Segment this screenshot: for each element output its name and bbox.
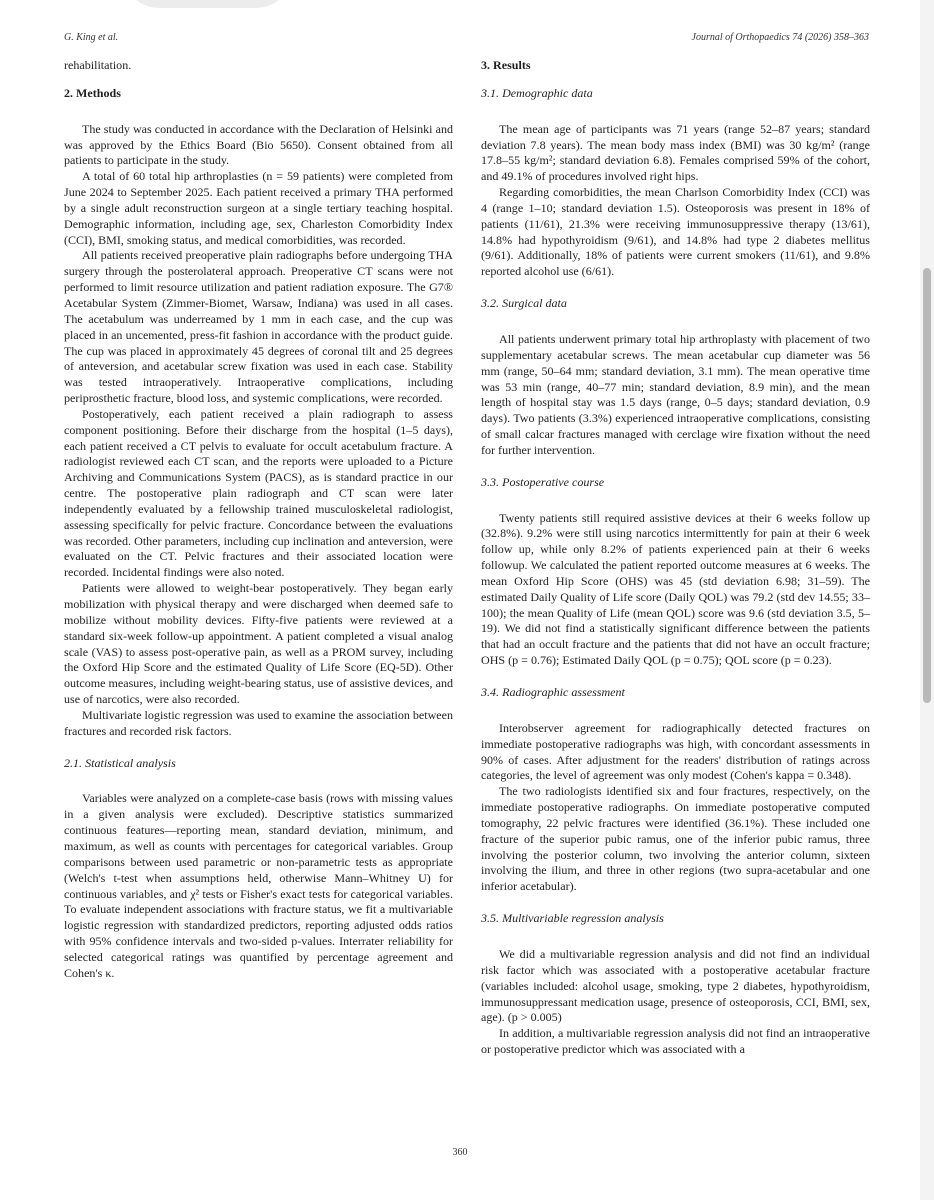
multivariable-heading: 3.5. Multivariable regression analysis: [481, 911, 664, 926]
carry-over-text: rehabilitation.: [64, 58, 132, 72]
results-heading: 3. Results: [481, 58, 531, 72]
radiographic-paragraph: Interobserver agreement for radiographically detected fractures on immediate postoperative radiographs was high, with concordant assessments in 90% of cases. After adjustment for the readers' distribution of ratings across categories, the level of agreement was only modest (Cohen's kappa = 0.348).: [481, 720, 870, 783]
methods-paragraph: The study was conducted in accordance with the Declaration of Helsinki and was approved by the Ethics Board (Bio 5650). Consent obtained from all patients to participate in the study.: [64, 121, 453, 168]
header-authors: G. King et al.: [64, 32, 119, 43]
scrollbar-track[interactable]: [920, 0, 934, 1200]
methods-paragraph: Patients were allowed to weight-bear postoperatively. They began early mobilization with physical therapy and were discharged when deemed safe to mobilize without mobility devices. Fifty-five patients were reviewed at a standard six-week follow-up appointment. A patient completed a visual analog scale (VAS) to assess post-operative pain, as well as a PROM survey, including the Oxford Hip Score and the estimated Quality of Life Score (EQ-5D). Other outcome measures, including weight-bearing status, use of assistive devices, and use of narcotics, were also recorded.: [64, 581, 453, 707]
page-number: 360: [452, 1147, 468, 1158]
demographic-heading: 3.1. Demographic data: [481, 85, 593, 100]
methods-paragraph: Multivariate logistic regression was used to examine the association between fractures and recorded risk factors.: [64, 707, 454, 738]
stats-heading: 2.1. Statistical analysis: [64, 755, 176, 770]
surgical-paragraph: All patients underwent primary total hip arthroplasty with placement of two supplementary acetabular screws. The mean acetabular cup diameter was 56 mm (range, 50–64 mm; standard deviation, 3.1 mm). The mean operative time was 53 min (range, 40–77 min; standard deviation, 8.9 min), and the mean length of hospital stay was 1.5 days (range, 0–5 days; standard deviation, 0.9 days). Two patients (3.3%) experienced intraoperative complications, consisting of small calcar fractures managed with cerclage wire fixation without the need for further intervention.: [481, 331, 870, 457]
multivariable-paragraph: We did a multivariable regression analysis and did not find an individual risk factor which was associated with a postoperative acetabular fracture (variables included: alcohol usage, smoking, type 2 diabetes, hypothyroidism, immunosuppressant medication usage, presence of osteoporosis, CCI, BMI, sex, age). (p > 0.005): [481, 946, 870, 1025]
radiographic-paragraph: The two radiologists identified six and four fractures, respectively, on the immediate postoperative radiographs. On immediate postoperative computed tomography, 22 pelvic fractures were identified (36.1%). These included one fracture of the superior pubic ramus, one of the inferior pubic ramus, three involving the posterior column, two involving the anterior column, sixteen involving the ilium, and three in other regions (two supra-acetabular and one inferior acetabular).: [481, 784, 870, 894]
scrollbar-thumb[interactable]: [923, 268, 931, 703]
demographic-paragraph: Regarding comorbidities, the mean Charlson Comorbidity Index (CCI) was 4 (range 1–10; standard deviation 1.5). Osteoporosis was present in 18% of patients (11/61), 21.3% were receiving immunosuppressive therapy (13/61), 14.8% had hypothyroidism (9/61), and 14.8% had type 2 diabetes mellitus (9/61). Additionally, 18% of patients were current smokers (11/61), and 9.8% reported alcohol use (6/61).: [481, 185, 870, 279]
right-column: [481, 58, 870, 1058]
stats-paragraph: Variables were analyzed on a complete-case basis (rows with missing values in a given analysis were excluded). Descriptive statistics summarized continuous features—reporting mean, standard deviation, minimum, and maximum, as well as counts with percentages for categorical variables. Group comparisons between used parametric or non-parametric tests as appropriate (Welch's t-test when assumptions held, otherwise Mann–Whitney U) for continuous variables, and χ² tests or Fisher's exact tests for categorical variables. To evaluate independent associations with fracture status, we fit a multivariable logistic regression with standardized predictors, reporting adjusted odds ratios with 95% confidence intervals and two-sided p-values. Interrater reliability for selected categorical ratings was quantified by percentage agreement and Cohen's κ.: [64, 791, 453, 980]
methods-paragraph: All patients received preoperative plain radiographs before undergoing THA surgery through the posterolateral approach. Preoperative CT scans were not performed to limit resource utilization and patient radiation exposure. The G7® Acetabular System (Zimmer-Biomet, Warsaw, Indiana) was used in all cases. The acetabulum was underreamed by 1 mm in each case, and the cup was placed in an uncemented, press-fit fashion in accordance with the product guide. The cup was placed in approximately 45 degrees of coronal tilt and 25 degrees of anteversion, and acetabular screw fixation was used in each case. Stability was tested intraoperatively. Intraoperative complications, including periprosthetic fracture, blood loss, and systemic complications, were recorded.: [64, 248, 453, 406]
demographic-paragraph: The mean age of participants was 71 years (range 52–87 years; standard deviation 7.8 years). The mean body mass index (BMI) was 30 kg/m² (range 17.8–55 kg/m²; standard deviation 6.8). Females comprised 59% of the cohort, and 49.1% of procedures involved right hips.: [481, 121, 870, 184]
header-journal: Journal of Orthopaedics 74 (2026) 358–363: [691, 32, 869, 43]
methods-paragraph: Postoperatively, each patient received a plain radiograph to assess component positioning. Before their discharge from the hospital (1–5 days), each patient received a CT pelvis to evaluate for occult acetabulum fracture. A radiologist reviewed each CT scan, and the reports were uploaded to a Picture Archiving and Communications System (PACS), as is standard practice in our centre. The postoperative plain radiograph and CT scan were later independently evaluated by a fellowship trained musculoskeletal radiologist, assessing specifically for pelvic fracture. Concordance between the evaluations was recorded. Other parameters, including cup inclination and anteversion, were evaluated on the CT. Pelvic fractures and their associated location were recorded. Incidental findings were also noted.: [64, 406, 453, 580]
methods-paragraph: A total of 60 total hip arthroplasties (n = 59 patients) were completed from June 2024 to September 2025. Each patient received a primary THA performed by a single adult reconstruction surgeon at a single tertiary teaching hospital. Demographic information, including age, sex, Charleston Comorbidity Index (CCI), BMI, smoking status, and medical comorbidities, was recorded.: [64, 169, 453, 247]
running-header: [64, 32, 869, 46]
surgical-heading: 3.2. Surgical data: [481, 296, 567, 311]
postop-paragraph: Twenty patients still required assistive devices at their 6 weeks follow up (32.8%). 9.2% were still using narcotics intermittently for pain at their 6 week follow up, while only 8.2% of patients experienced pain at their 6 weeks followup. We calculated the patient reported outcome measures at 6 weeks. The mean Oxford Hip Score (OHS) was 45 (std deviation 6.98; 31–59). The estimated Daily Quality of Life score (Daily QOL) was 79.2 (std dev 14.55; 33–100); the mean Quality of Life (mean QOL) score was 9.6 (std deviation 3.5, 5–19). We did not find a statistically significant difference between the patients that had an occult fracture and the patients that did not have an occult fracture; OHS (p = 0.76); Estimated Daily QOL (p = 0.75); QOL score (p = 0.23).: [481, 510, 870, 668]
radiographic-heading: 3.4. Radiographic assessment: [481, 685, 625, 699]
top-decoration: [120, 0, 295, 8]
left-column: [64, 58, 453, 982]
postop-heading: 3.3. Postoperative course: [481, 474, 605, 489]
methods-heading: 2. Methods: [64, 85, 121, 100]
multivariable-paragraph: In addition, a multivariable regression analysis did not find an intraoperative or postoperative predictor which was associated with a: [481, 1026, 870, 1057]
